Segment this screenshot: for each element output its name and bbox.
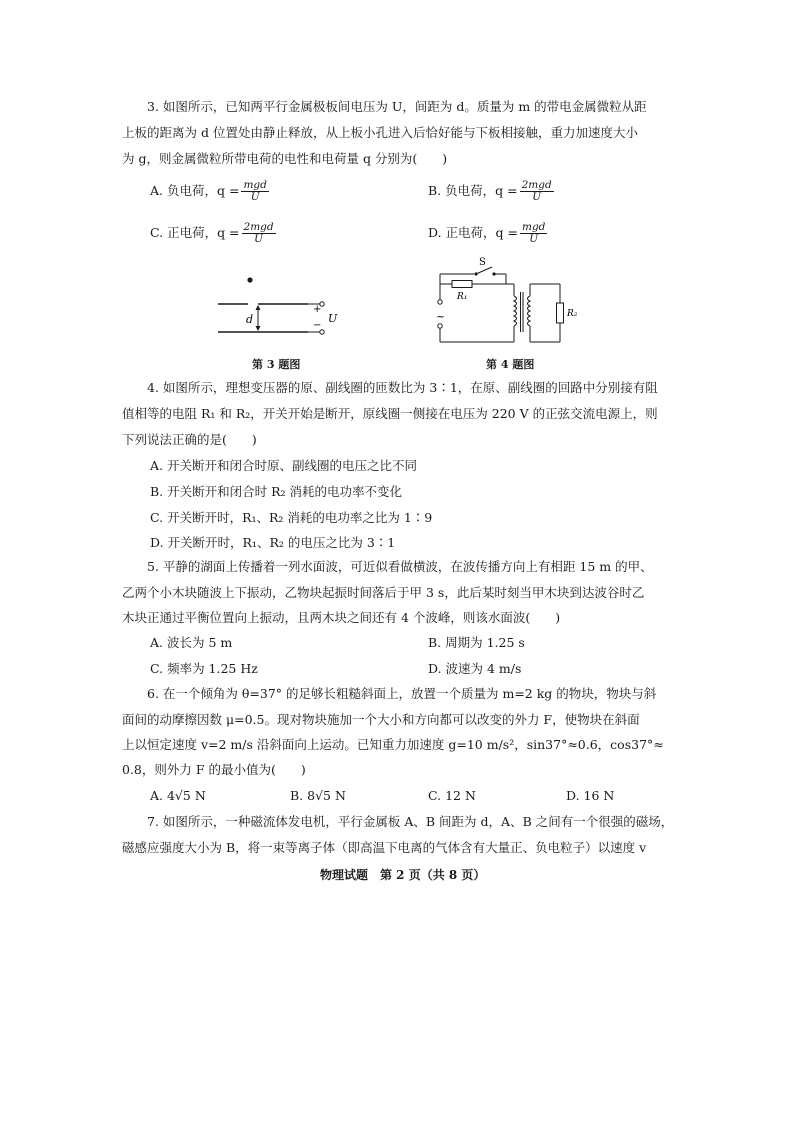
q6-option-d: D. 16 N: [566, 788, 615, 803]
q3-option-b: B. 负电荷，q = $\frac{\text{2mgd}}{U}$: [428, 179, 552, 203]
q4-option-c: C. 开关断开时，R₁、R₂ 消耗的电功率之比为 1∶9: [150, 510, 433, 525]
resistor-r1: [452, 281, 472, 288]
label-u: U: [328, 312, 338, 325]
ac-source-symbol: ~: [436, 310, 446, 323]
label-s: S: [479, 257, 486, 268]
q4-option-d: D. 开关断开时，R₁、R₂ 的电压之比为 3∶1: [150, 535, 396, 550]
q3-option-d: D. 正电荷，q = $\frac{\text{mgd}}{U}$: [428, 221, 546, 245]
q3-option-a: A. 负电荷，q = $\frac{\text{mgd}}{U}$: [150, 179, 267, 203]
q3-stem-line-1: 3. 如图所示，已知两平行金属极板间电压为 U，间距为 d。质量为 m 的带电金属微粒从距: [147, 99, 647, 114]
label-d: d: [246, 313, 254, 326]
figure-3-parallel-plates: [200, 268, 350, 348]
q5-option-a: A. 波长为 5 m: [150, 635, 233, 650]
q3-option-c: C. 正电荷，q = $\frac{\text{2mgd}}{U}$: [150, 221, 274, 245]
q5-stem-line-1: 5. 平静的湖面上传播着一列水面波，可近似看做横波，在波传播方向上有相距 15 m 的甲、: [147, 559, 653, 574]
q5-stem-line-3: 木块正通过平衡位置向上振动，且两木块之间还有 4 个波峰，则该水面波( ): [122, 610, 561, 625]
figure-3-caption: 第 3 题图: [252, 358, 301, 371]
minus-sign: −: [313, 320, 322, 331]
q3-stem-line-3: 为 g，则金属微粒所带电荷的电性和电荷量 q 分别为( ): [122, 151, 448, 166]
q5-option-d: D. 波速为 4 m/s: [428, 661, 522, 676]
label-r1: R₁: [457, 292, 468, 302]
ac-terminal-bottom: [438, 324, 442, 328]
switch-blade: [476, 267, 492, 274]
q5-option-c: C. 频率为 1.25 Hz: [150, 661, 258, 676]
spacing-arrow-head-top: [256, 305, 261, 310]
charged-particle-dot: [247, 277, 252, 282]
q4-stem-line-1: 4. 如图所示，理想变压器的原、副线圈的匝数比为 3∶1，在原、副线圈的回路中分别接有阻: [147, 380, 658, 395]
q6-option-a: A. 4√5 N: [150, 788, 206, 803]
q4-stem-line-2: 值相等的电阻 R₁ 和 R₂，开关开始是断开，原线圈一侧接在电压为 220 V 的正弦交流电源上，则: [122, 406, 658, 421]
ac-terminal-top: [438, 300, 442, 304]
q3-option-c-fraction: $\frac{\text{2mgd}}{U}$: [243, 221, 274, 245]
q3-option-d-fraction: $\frac{\text{mgd}}{U}$: [521, 221, 546, 245]
q6-stem-line-1: 6. 在一个倾角为 θ=37° 的足够长粗糙斜面上，放置一个质量为 m=2 kg 的物块，物块与斜: [147, 686, 657, 701]
plus-sign: +: [313, 304, 322, 315]
q3-option-b-fraction: $\frac{\text{2mgd}}{U}$: [521, 179, 552, 203]
spacing-arrow-head-bottom: [256, 326, 261, 331]
resistor-r2: [557, 303, 564, 323]
label-r2: R₂: [567, 309, 578, 319]
q6-option-b: B. 8√5 N: [290, 788, 346, 803]
primary-coil: [514, 296, 517, 326]
figure-4-transformer-circuit: [430, 254, 590, 350]
q6-stem-line-3: 上以恒定速度 v=2 m/s 沿斜面向上运动。已知重力加速度 g=10 m/s²，sin37°≈0.6，cos37°≈: [122, 737, 664, 752]
q7-stem-line-2: 磁感应强度大小为 B，将一束等离子体（即高温下电离的气体含有大量正、负电粒子）以速度 v: [122, 840, 647, 855]
q4-option-a: A. 开关断开和闭合时原、副线圈的电压之比不同: [150, 458, 417, 473]
q4-stem-line-3: 下列说法正确的是( ): [122, 432, 257, 447]
q3-option-a-fraction: $\frac{\text{mgd}}{U}$: [243, 179, 267, 203]
q6-stem-line-4: 0.8，则外力 F 的最小值为( ): [122, 762, 306, 777]
q6-stem-line-2: 面间的动摩擦因数 μ=0.5。现对物块施加一个大小和方向都可以改变的外力 F，使物块在斜面: [122, 712, 640, 727]
q5-stem-line-2: 乙两个小木块随波上下振动，乙物块起振时间落后于甲 3 s，此后某时刻当甲木块到达波谷时乙: [122, 585, 645, 600]
page-footer: 物理试题 第 2 页（共 8 页）: [320, 868, 486, 882]
q6-option-c: C. 12 N: [428, 788, 476, 803]
secondary-coil: [528, 296, 531, 326]
q4-option-b: B. 开关断开和闭合时 R₂ 消耗的电功率不变化: [150, 484, 403, 499]
q5-option-b: B. 周期为 1.25 s: [428, 635, 525, 650]
q3-stem-line-2: 上板的距离为 d 位置处由静止释放，从上板小孔进入后恰好能与下板相接触，重力加速度大小: [122, 125, 638, 140]
q7-stem-line-1: 7. 如图所示，一种磁流体发电机，平行金属板 A、B 间距为 d，A、B 之间有一个很强的磁场，: [147, 814, 674, 829]
figure-4-caption: 第 4 题图: [486, 358, 535, 371]
